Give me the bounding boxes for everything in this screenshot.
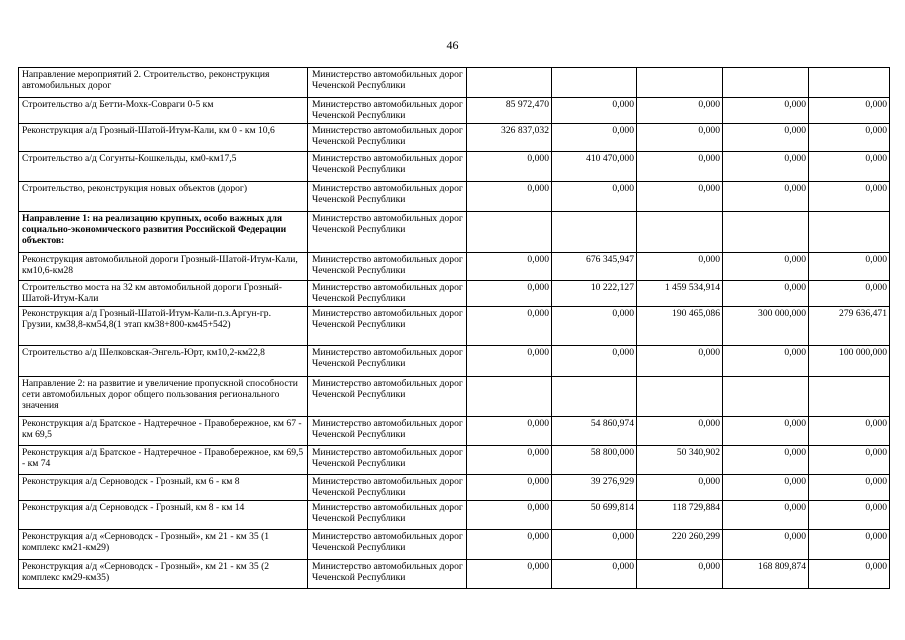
value-cell: 0,000 <box>637 346 723 377</box>
value-cell <box>552 212 637 253</box>
value-cell: 50 699,814 <box>552 501 637 530</box>
value-cell: 0,000 <box>809 560 890 589</box>
value-cell: 0,000 <box>723 501 809 530</box>
value-cell: 0,000 <box>637 152 723 182</box>
row-name-cell: Строительство, реконструкция новых объектов (дорог) <box>19 182 308 212</box>
value-cell <box>637 212 723 253</box>
value-cell <box>637 377 723 417</box>
ministry-cell: Министерство автомобильных дорог Чеченской Республики <box>308 281 467 307</box>
value-cell <box>552 377 637 417</box>
value-cell <box>809 377 890 417</box>
value-cell: 0,000 <box>723 281 809 307</box>
value-cell: 0,000 <box>723 346 809 377</box>
value-cell: 54 860,974 <box>552 417 637 446</box>
value-cell: 0,000 <box>809 501 890 530</box>
ministry-cell: Министерство автомобильных дорог Чеченской Республики <box>308 417 467 446</box>
ministry-cell: Министерство автомобильных дорог Чеченской Республики <box>308 253 467 281</box>
row-name-cell: Реконструкция а/д Грозный-Шатой-Итум-Кали, км 0 - км 10,6 <box>19 124 308 152</box>
value-cell: 58 800,000 <box>552 446 637 475</box>
row-name-cell: Реконструкция автомобильной дороги Грозный-Шатой-Итум-Кали, км10,6-км28 <box>19 253 308 281</box>
value-cell: 0,000 <box>637 417 723 446</box>
value-cell: 0,000 <box>723 124 809 152</box>
row-name-cell: Строительство моста на 32 км автомобильной дороги Грозный-Шатой-Итум-Кали <box>19 281 308 307</box>
value-cell: 0,000 <box>809 530 890 560</box>
ministry-cell: Министерство автомобильных дорог Чеченской Республики <box>308 98 467 124</box>
value-cell: 0,000 <box>467 417 552 446</box>
row-name-cell: Реконструкция а/д Братское - Надтеречное - Правобережное, км 69,5 - км 74 <box>19 446 308 475</box>
value-cell: 0,000 <box>467 346 552 377</box>
table-row <box>19 68 890 98</box>
page-number: 46 <box>446 38 459 52</box>
table-body <box>19 68 890 589</box>
value-cell: 1 459 534,914 <box>637 281 723 307</box>
row-name-cell: Строительство а/д Согунты-Кошкельды, км0-км17,5 <box>19 152 308 182</box>
value-cell: 0,000 <box>637 182 723 212</box>
ministry-cell: Министерство автомобильных дорог Чеченской Республики <box>308 307 467 346</box>
row-name-cell: Направление 2: на развитие и увеличение пропускной способности сети автомобильных дорог общего пользования регионального значения <box>19 377 308 417</box>
value-cell: 0,000 <box>723 475 809 501</box>
value-cell <box>552 68 637 98</box>
value-cell <box>467 68 552 98</box>
value-cell: 0,000 <box>467 307 552 346</box>
value-cell: 168 809,874 <box>723 560 809 589</box>
value-cell: 0,000 <box>467 560 552 589</box>
value-cell: 0,000 <box>552 124 637 152</box>
ministry-cell: Министерство автомобильных дорог Чеченской Республики <box>308 501 467 530</box>
ministry-cell: Министерство автомобильных дорог Чеченской Республики <box>308 212 467 253</box>
value-cell: 0,000 <box>723 253 809 281</box>
row-name-cell: Строительство а/д Бетти-Мохк-Совраги 0-5 км <box>19 98 308 124</box>
value-cell: 0,000 <box>809 281 890 307</box>
ministry-cell: Министерство автомобильных дорог Чеченской Республики <box>308 560 467 589</box>
row-name-cell: Реконструкция а/д Грозный-Шатой-Итум-Кали-п.з.Аргун-гр. Грузии, км38,8-км54,8(1 этап км38+800-км45+542) <box>19 307 308 346</box>
value-cell: 0,000 <box>637 124 723 152</box>
table-row <box>19 253 890 281</box>
table-row <box>19 446 890 475</box>
table-row <box>19 98 890 124</box>
value-cell: 85 972,470 <box>467 98 552 124</box>
row-name-cell: Реконструкция а/д «Серноводск - Грозный», км 21 - км 35 (2 комплекс км29-км35) <box>19 560 308 589</box>
table-row <box>19 281 890 307</box>
table-row <box>19 182 890 212</box>
row-name-cell: Реконструкция а/д Серноводск - Грозный, км 8 - км 14 <box>19 501 308 530</box>
value-cell <box>723 377 809 417</box>
value-cell <box>809 212 890 253</box>
ministry-cell: Министерство автомобильных дорог Чеченской Республики <box>308 530 467 560</box>
table-row <box>19 377 890 417</box>
value-cell: 0,000 <box>467 446 552 475</box>
value-cell: 326 837,032 <box>467 124 552 152</box>
value-cell <box>637 68 723 98</box>
value-cell: 0,000 <box>809 446 890 475</box>
value-cell: 0,000 <box>637 560 723 589</box>
value-cell <box>723 212 809 253</box>
value-cell: 220 260,299 <box>637 530 723 560</box>
table-row <box>19 152 890 182</box>
value-cell: 0,000 <box>467 281 552 307</box>
value-cell: 0,000 <box>723 98 809 124</box>
ministry-cell: Министерство автомобильных дорог Чеченской Республики <box>308 152 467 182</box>
ministry-cell: Министерство автомобильных дорог Чеченской Республики <box>308 182 467 212</box>
value-cell: 0,000 <box>467 530 552 560</box>
value-cell: 410 470,000 <box>552 152 637 182</box>
table-row <box>19 530 890 560</box>
value-cell: 279 636,471 <box>809 307 890 346</box>
ministry-cell: Министерство автомобильных дорог Чеченской Республики <box>308 377 467 417</box>
value-cell: 676 345,947 <box>552 253 637 281</box>
table-row <box>19 501 890 530</box>
table-row <box>19 124 890 152</box>
row-name-cell: Строительство а/д Шелковская-Энгель-Юрт, км10,2-км22,8 <box>19 346 308 377</box>
value-cell <box>467 212 552 253</box>
value-cell <box>723 68 809 98</box>
value-cell: 0,000 <box>552 307 637 346</box>
budget-table <box>18 67 890 589</box>
value-cell: 0,000 <box>552 530 637 560</box>
value-cell: 50 340,902 <box>637 446 723 475</box>
table-row <box>19 560 890 589</box>
row-name-cell: Направление 1: на реализацию крупных, особо важных для социально-экономического развития Российской Федерации объектов: <box>19 212 308 253</box>
value-cell: 0,000 <box>809 182 890 212</box>
value-cell: 39 276,929 <box>552 475 637 501</box>
ministry-cell: Министерство автомобильных дорог Чеченской Республики <box>308 124 467 152</box>
value-cell: 0,000 <box>723 530 809 560</box>
value-cell: 10 222,127 <box>552 281 637 307</box>
table-row <box>19 475 890 501</box>
value-cell: 0,000 <box>809 98 890 124</box>
value-cell: 0,000 <box>552 98 637 124</box>
value-cell: 0,000 <box>467 501 552 530</box>
table-row <box>19 307 890 346</box>
ministry-cell: Министерство автомобильных дорог Чеченской Республики <box>308 446 467 475</box>
value-cell: 118 729,884 <box>637 501 723 530</box>
value-cell: 0,000 <box>809 475 890 501</box>
value-cell: 0,000 <box>467 253 552 281</box>
value-cell <box>467 377 552 417</box>
value-cell: 0,000 <box>723 417 809 446</box>
value-cell: 0,000 <box>467 182 552 212</box>
value-cell: 0,000 <box>809 417 890 446</box>
row-name-cell: Реконструкция а/д Братское - Надтеречное - Правобережное, км 67 - км 69,5 <box>19 417 308 446</box>
table-row <box>19 417 890 446</box>
value-cell: 0,000 <box>637 475 723 501</box>
value-cell: 300 000,000 <box>723 307 809 346</box>
value-cell: 0,000 <box>637 98 723 124</box>
value-cell: 0,000 <box>723 152 809 182</box>
value-cell: 0,000 <box>637 253 723 281</box>
value-cell: 0,000 <box>809 124 890 152</box>
table-row <box>19 212 890 253</box>
value-cell: 0,000 <box>723 446 809 475</box>
value-cell: 190 465,086 <box>637 307 723 346</box>
row-name-cell: Направление мероприятий 2. Строительство, реконструкция автомобильных дорог <box>19 68 308 98</box>
row-name-cell: Реконструкция а/д «Серноводск - Грозный», км 21 - км 35 (1 комплекс км21-км29) <box>19 530 308 560</box>
value-cell: 0,000 <box>467 475 552 501</box>
ministry-cell: Министерство автомобильных дорог Чеченской Республики <box>308 68 467 98</box>
ministry-cell: Министерство автомобильных дорог Чеченской Республики <box>308 346 467 377</box>
value-cell <box>809 68 890 98</box>
value-cell: 0,000 <box>552 346 637 377</box>
value-cell: 0,000 <box>809 253 890 281</box>
value-cell: 0,000 <box>552 182 637 212</box>
table-row <box>19 346 890 377</box>
value-cell: 0,000 <box>552 560 637 589</box>
value-cell: 100 000,000 <box>809 346 890 377</box>
value-cell: 0,000 <box>723 182 809 212</box>
ministry-cell: Министерство автомобильных дорог Чеченской Республики <box>308 475 467 501</box>
value-cell: 0,000 <box>809 152 890 182</box>
row-name-cell: Реконструкция а/д Серноводск - Грозный, км 6 - км 8 <box>19 475 308 501</box>
value-cell: 0,000 <box>467 152 552 182</box>
